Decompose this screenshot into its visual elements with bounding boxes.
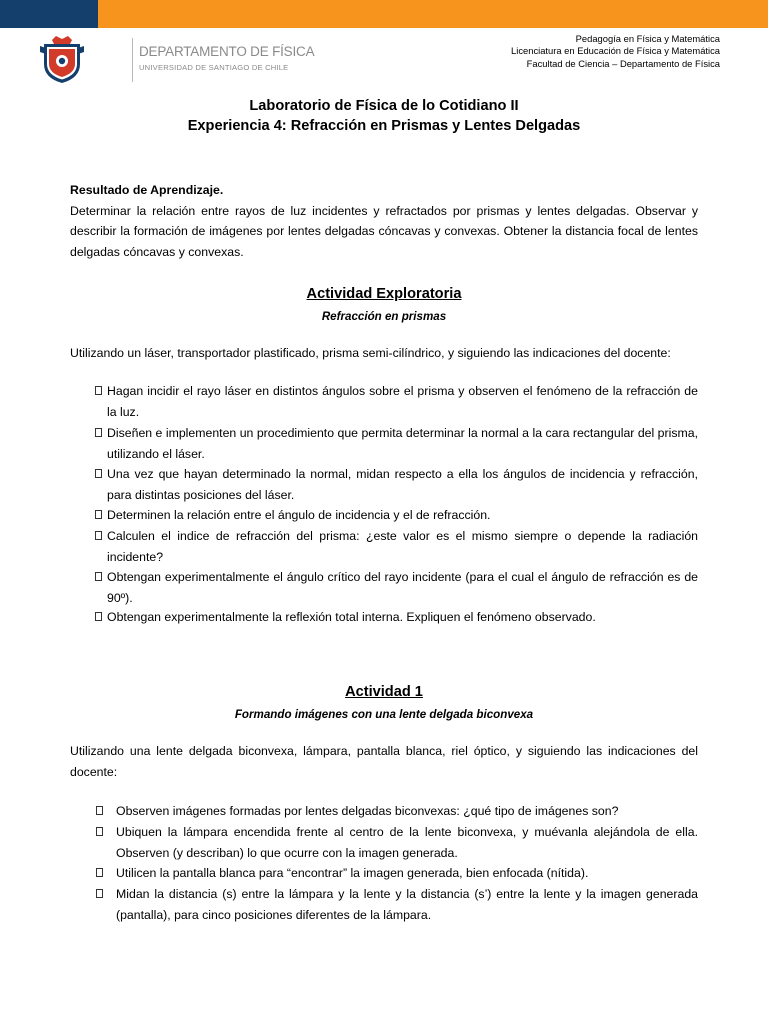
list-item: Obtengan experimentalmente el ángulo crítico del rayo incidente (para el cual el ángulo de refracción es de 90º).	[107, 567, 698, 608]
learning-outcome-text: Determinar la relación entre rayos de luz incidentes y refractados por prismas y lentes delgadas. Observar y describir la formación de imágenes por lentes delgadas cóncavas y convexas. Obtener la distancia focal de lentes delgadas cóncavas y convexas.	[70, 203, 698, 259]
header-line: Licenciatura en Educación de Física y Matemática	[511, 45, 720, 57]
list-item: Obtengan experimentalmente la reflexión total interna. Expliquen el fenómeno observado.	[107, 607, 698, 628]
activity-1-intro-text: Utilizando una lente delgada biconvexa, lámpara, pantalla blanca, riel óptico, y siguiendo las indicaciones del docente:	[70, 744, 698, 779]
list-item: Observen imágenes formadas por lentes delgadas biconvexas: ¿qué tipo de imágenes son?	[116, 801, 698, 822]
top-bar-navy	[0, 0, 98, 28]
exploratory-intro-text: Utilizando un láser, transportador plastificado, prisma semi-cilíndrico, y siguiendo las indicaciones del docente:	[70, 346, 671, 360]
header-line: Facultad de Ciencia – Departamento de Física	[526, 57, 720, 69]
title-line-2: Experiencia 4: Refracción en Prismas y Lentes Delgadas	[187, 118, 581, 134]
list-item: Utilicen la pantalla blanca para “encontrar” la imagen generada, bien enfocada (nítida).	[116, 863, 698, 884]
checkbox-icon	[96, 889, 103, 898]
exploratory-activity-subtitle: Refracción en prismas	[321, 310, 447, 323]
department-logo	[40, 34, 315, 86]
checkbox-icon	[95, 386, 102, 395]
activity-1-title: Actividad 1	[345, 684, 423, 700]
checkbox-icon	[95, 510, 102, 519]
list-item: Una vez que hayan determinado la normal, midan respecto a ella los ángulos de incidencia y refracción, para distintas posiciones del láser.	[107, 464, 698, 505]
list-item: Calculen el indice de refracción del prisma: ¿este valor es el mismo siempre o depende la radiación incidente?	[107, 526, 698, 567]
checkbox-icon	[96, 827, 103, 836]
header-program-info	[511, 33, 720, 70]
top-color-bar	[0, 0, 768, 28]
exploratory-intro	[70, 343, 698, 364]
university-crest-icon	[40, 34, 84, 84]
checkbox-icon	[96, 868, 103, 877]
list-item: Ubiquen la lámpara encendida frente al centro de la lente biconvexa, y muévanla alejándola de ella. Observen (y describan) lo que ocurre con la imagen generada.	[116, 822, 698, 863]
learning-outcome-heading: Resultado de Aprendizaje.	[70, 183, 224, 197]
checkbox-icon	[95, 469, 102, 478]
list-item: Determinen la relación entre el ángulo de incidencia y el de refracción.	[107, 505, 698, 526]
checkbox-icon	[95, 531, 102, 540]
title-line-1: Laboratorio de Física de lo Cotidiano II	[249, 98, 519, 114]
learning-outcome-section	[70, 180, 698, 262]
checkbox-icon	[95, 428, 102, 437]
document-title	[0, 96, 768, 136]
list-item: Midan la distancia (s) entre la lámpara y la lente y la distancia (s’) entre la lente y la imagen generada (pantalla), para cinco posiciones diferentes de la lámpara.	[116, 884, 698, 925]
university-name: UNIVERSIDAD DE SANTIAGO DE CHILE	[139, 63, 289, 72]
exploratory-activity-title: Actividad Exploratoria	[306, 286, 462, 302]
checkbox-icon	[95, 572, 102, 581]
top-bar-orange	[98, 0, 768, 28]
checkbox-icon	[96, 806, 103, 815]
list-item: Diseñen e implementen un procedimiento que permita determinar la normal a la cara rectangular del prisma, utilizando el láser.	[107, 423, 698, 464]
activity-1-intro	[70, 741, 698, 782]
activity-1-subtitle: Formando imágenes con una lente delgada biconvexa	[234, 708, 534, 721]
logo-divider	[132, 38, 133, 82]
checkbox-icon	[95, 612, 102, 621]
list-item: Hagan incidir el rayo láser en distintos ángulos sobre el prisma y observen el fenómeno de la refracción de la luz.	[107, 381, 698, 422]
department-name: DEPARTAMENTO DE FÍSICA	[139, 44, 315, 59]
header-line: Pedagogía en Física y Matemática	[575, 33, 720, 44]
